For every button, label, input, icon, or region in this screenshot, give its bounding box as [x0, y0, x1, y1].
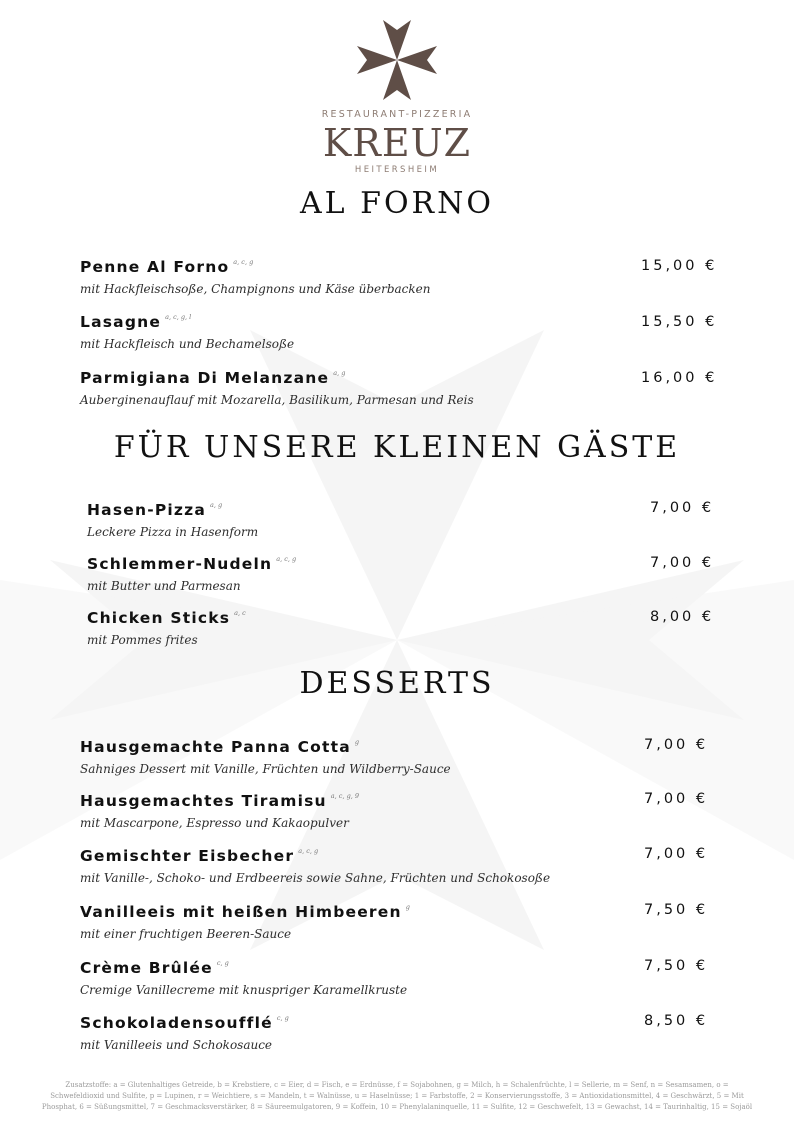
item-price: 7,00 € [644, 846, 709, 862]
item-description: Leckere Pizza in Hasenform [87, 525, 259, 539]
item-allergens: c, g [276, 1014, 289, 1022]
logo-subtitle-top: RESTAURANT-PIZZERIA [321, 109, 473, 120]
item-price: 15,00 € [641, 258, 718, 274]
item-allergens: g [405, 903, 410, 911]
item-name: Penne Al Forno [80, 258, 230, 276]
item-allergens: a, c, g, 9 [330, 792, 360, 800]
item-price: 15,50 € [641, 314, 718, 330]
menu-item [80, 257, 431, 296]
menu-item [80, 958, 407, 997]
section-title-al-forno: AL FORNO [300, 186, 494, 221]
item-description: mit einer fruchtigen Beeren-Sauce [80, 927, 292, 941]
item-name: Gemischter Eisbecher [80, 847, 295, 865]
item-description: Auberginenauflauf mit Mozarella, Basilikum, Parmesan und Reis [80, 393, 474, 407]
menu-item [80, 1013, 289, 1052]
item-description: mit Pommes frites [87, 633, 198, 647]
item-allergens: a, c [234, 609, 246, 617]
menu-item [80, 737, 451, 776]
item-name: Chicken Sticks [87, 609, 231, 627]
item-name: Lasagne [80, 313, 162, 331]
item-description: mit Hackfleischsoße, Champignons und Käse überbacken [80, 282, 431, 296]
menu-item [80, 368, 474, 407]
menu-item [87, 500, 258, 539]
menu-item [87, 608, 246, 647]
item-allergens: c, g [216, 959, 229, 967]
item-price: 7,00 € [650, 555, 715, 571]
item-description: Cremige Vanillecreme mit knuspriger Karamellkruste [80, 983, 408, 997]
item-allergens: a, g [210, 501, 223, 509]
item-description: mit Mascarpone, Espresso und Kakaopulver [80, 816, 349, 830]
item-allergens: a, c, g [276, 555, 297, 563]
item-allergens: g [354, 738, 360, 746]
item-name: Hausgemachtes Tiramisu [80, 792, 327, 810]
item-name: Hausgemachte Panna Cotta [80, 738, 351, 756]
menu-item [80, 791, 359, 830]
allergen-footnote: Zusatzstoffe: a = Glutenhaltiges Getreide, b = Krebstiere, c = Eier, d = Fisch, e = Erdnüsse, f = Sojabohnen, g = Milch, h = Schalenfrüchte, l = Sellerie, m = Senf, n = Sesamsamen, o = Schwefeldioxid und Sulfite, p = Lupinen, r = Weichtiere, s = Mandeln, t = Walnüsse, u = Haselnüsse; 1 = Farbstoffe, 2 = Konservierungsstoffe, 3 = Antioxidationsmittel, 4 = Geschwärzt, 5 = Mit Phosphat, 6 = Süßungsmittel, 7 = Geschmacksverstärker, 8 = Säureemulgatoren, 9 = Koffein, 10 = Phenylalaninquelle, 11 = Sulfite, 12 = Geschwefelt, 13 = Gewachst, 14 = Taurinhaltig, 15 = Sojaöl [41, 1081, 753, 1111]
item-allergens: a, c, g, l [165, 313, 192, 321]
item-allergens: a, c, g [233, 258, 254, 266]
item-description: Sahniges Dessert mit Vanille, Früchten und Wildberry-Sauce [80, 762, 451, 776]
item-name: Schokoladensoufflé [80, 1014, 273, 1032]
item-description: mit Vanilleeis und Schokosauce [80, 1038, 273, 1052]
logo-name: KREUZ [322, 121, 472, 165]
item-name: Parmigiana Di Melanzane [80, 369, 330, 387]
item-description: mit Butter und Parmesan [87, 579, 241, 593]
item-name: Vanilleeis mit heißen Himbeeren [80, 903, 402, 921]
menu-item [80, 902, 410, 941]
menu-item [80, 312, 294, 351]
logo-city: HEITERSHEIM [354, 165, 440, 175]
item-price: 7,00 € [644, 737, 709, 753]
maltese-cross-icon [355, 18, 439, 102]
section-title-kids: FÜR UNSERE KLEINEN GÄSTE [113, 430, 681, 465]
section-title-desserts: DESSERTS [299, 666, 495, 701]
item-name: Crème Brûlée [80, 959, 213, 977]
item-price: 7,00 € [644, 791, 709, 807]
menu-item [80, 846, 550, 885]
restaurant-logo [0, 18, 794, 175]
item-description: mit Hackfleisch und Bechamelsoße [80, 337, 295, 351]
item-price: 7,00 € [650, 500, 715, 516]
item-name: Schlemmer-Nudeln [87, 555, 273, 573]
item-price: 8,00 € [650, 609, 715, 625]
item-allergens: a, c, g [298, 847, 319, 855]
item-price: 7,50 € [644, 902, 709, 918]
item-price: 16,00 € [641, 370, 718, 386]
item-price: 7,50 € [644, 958, 709, 974]
item-allergens: a, g [333, 369, 346, 377]
item-description: mit Vanille-, Schoko- und Erdbeereis sowie Sahne, Früchten und Schokosoße [80, 871, 551, 885]
item-name: Hasen-Pizza [87, 501, 207, 519]
item-price: 8,50 € [644, 1013, 709, 1029]
menu-item [87, 554, 296, 593]
